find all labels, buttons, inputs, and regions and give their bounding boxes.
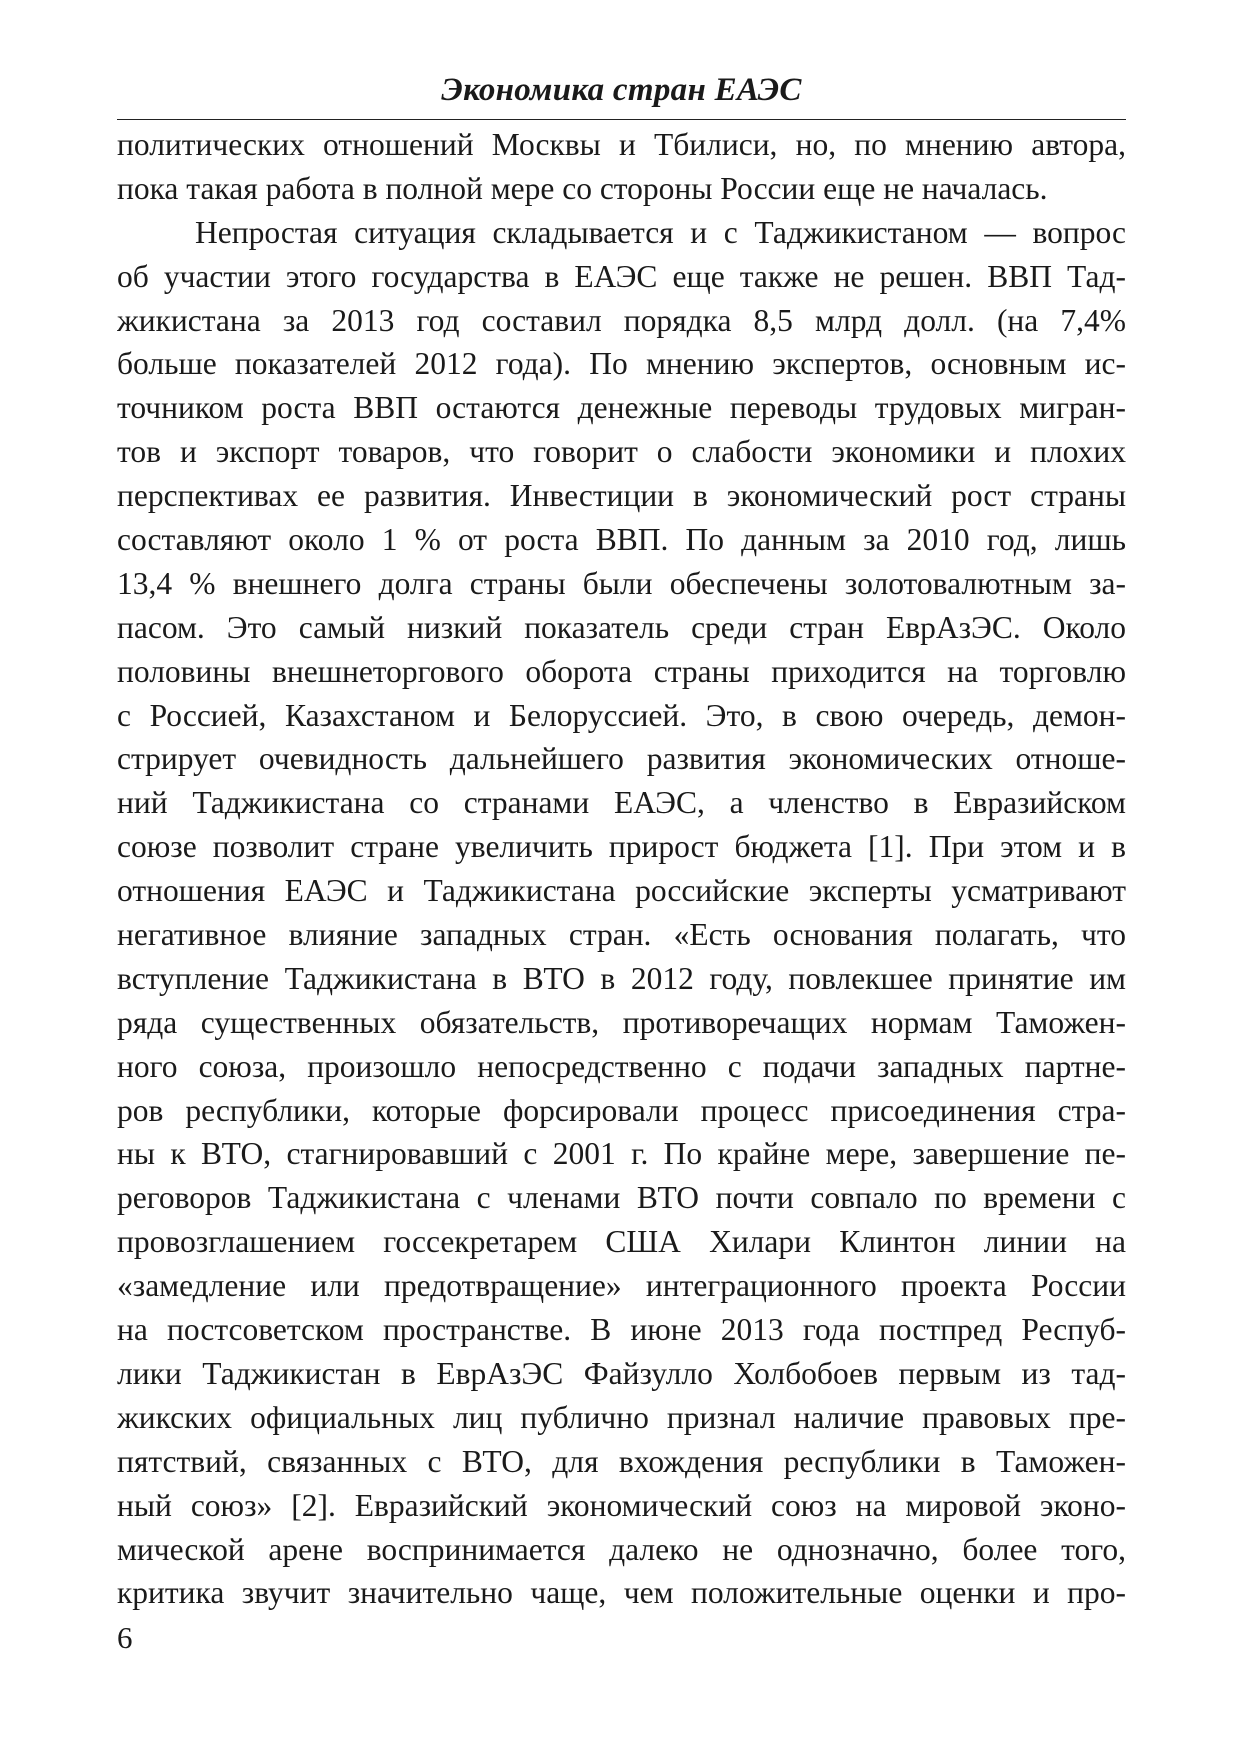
text-line: политических отношений Москвы и Тбилиси, но, по мнению автора, bbox=[117, 127, 1126, 162]
text-line: ного союза, произошло непосредственно с подачи западных партне- bbox=[117, 1048, 1126, 1084]
header-divider bbox=[117, 119, 1126, 120]
text-line: критика звучит значительно чаще, чем положительные оценки и про- bbox=[117, 1575, 1126, 1611]
text-line: вступление Таджикистана в ВТО в 2012 году, повлекшее принятие им bbox=[117, 960, 1126, 996]
text-line: отношения ЕАЭС и Таджикистана российские эксперты усматривают bbox=[117, 873, 1126, 909]
text-line: ный союз» [2]. Евразийский экономический союз на мировой эконо- bbox=[117, 1487, 1126, 1523]
text-line: негативное влияние западных стран. «Есть основания полагать, что bbox=[117, 917, 1126, 953]
text-line: Непростая ситуация складывается и с Таджикистаном — вопрос bbox=[195, 214, 1126, 250]
text-line: пока такая работа в полной мере со стороны России еще не началась. bbox=[117, 170, 1048, 206]
text-line: ний Таджикистана со странами ЕАЭС, а членство в Евразийском bbox=[117, 785, 1126, 821]
text-line: тов и экспорт товаров, что говорит о слабости экономики и плохих bbox=[117, 434, 1126, 470]
text-line: ны к ВТО, стагнировавший с 2001 г. По крайне мере, завершение пе- bbox=[117, 1136, 1126, 1172]
text-line: точником роста ВВП остаются денежные переводы трудовых мигран- bbox=[117, 390, 1126, 426]
text-line: союзе позволит стране увеличить прирост бюджета [1]. При этом и в bbox=[117, 829, 1126, 865]
text-line: перспективах ее развития. Инвестиции в экономический рост страны bbox=[117, 478, 1126, 514]
text-line: пасом. Это самый низкий показатель среди стран ЕврАзЭС. Около bbox=[117, 609, 1126, 645]
text-line: реговоров Таджикистана с членами ВТО почти совпало по времени с bbox=[117, 1180, 1126, 1216]
text-line: 13,4 % внешнего долга страны были обеспечены золотовалютным за- bbox=[117, 565, 1126, 601]
text-line: ров республики, которые форсировали процесс присоединения стра- bbox=[117, 1092, 1126, 1128]
text-line: на постсоветском пространстве. В июне 2013 года постпред Респуб- bbox=[117, 1312, 1126, 1348]
text-line: мической арене воспринимается далеко не однозначно, более того, bbox=[117, 1531, 1126, 1567]
text-line: больше показателей 2012 года). По мнению экспертов, основным ис- bbox=[117, 346, 1126, 382]
body-text bbox=[117, 123, 1126, 1615]
text-line: провозглашением госсекретарем США Хилари Клинтон линии на bbox=[117, 1224, 1126, 1260]
text-line: пятствий, связанных с ВТО, для вхождения республики в Таможен- bbox=[117, 1443, 1126, 1479]
text-line: лики Таджикистан в ЕврАзЭС Файзулло Холбобоев первым из тад- bbox=[117, 1355, 1126, 1391]
text-line: ряда существенных обязательств, противоречащих нормам Таможен- bbox=[117, 1004, 1126, 1040]
text-line: составляют около 1 % от роста ВВП. По данным за 2010 год, лишь bbox=[117, 522, 1126, 558]
text-line: «замедление или предотвращение» интеграционного проекта России bbox=[117, 1268, 1126, 1304]
text-line: стрирует очевидность дальнейшего развития экономических отноше- bbox=[117, 741, 1126, 777]
running-header: Экономика стран ЕАЭС bbox=[441, 72, 802, 108]
page-number: 6 bbox=[117, 1620, 133, 1655]
text-line: жикистана за 2013 год составил порядка 8,5 млрд долл. (на 7,4% bbox=[117, 302, 1126, 338]
text-line: об участии этого государства в ЕАЭС еще также не решен. ВВП Тад- bbox=[117, 258, 1126, 294]
text-line: с Россией, Казахстаном и Белоруссией. Это, в свою очередь, демон- bbox=[117, 697, 1126, 733]
text-line: половины внешнеторгового оборота страны приходится на торговлю bbox=[117, 653, 1126, 689]
text-line: жикских официальных лиц публично признал наличие правовых пре- bbox=[117, 1399, 1126, 1435]
